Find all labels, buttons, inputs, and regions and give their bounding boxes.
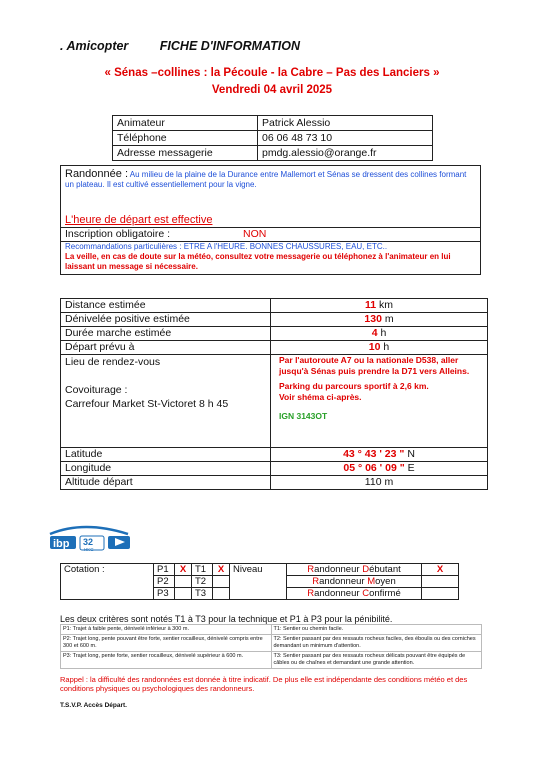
contact-table [112,115,433,161]
cotation-t: T3 [192,588,213,600]
randonnee-desc: Au milieu de la plaine de la Durance entre Mallemort et Sénas se dressent des collines formant un plateau. Il est cultivé essentiellement pour la vigne. [65,170,467,189]
doc-type: FICHE D'INFORMATION [159,39,301,53]
depart-value: 10 [368,341,381,353]
rdv-schema: Voir shéma ci-après. [279,392,362,402]
latitude-label: Latitude [61,448,271,462]
critere-p: P1: Trajet à faible pente, dénivelé inférieur à 300 m. [61,625,272,635]
altitude-label: Altitude départ [61,476,271,490]
duree-value: 4 [371,327,378,339]
contact-row [113,146,433,161]
latitude-value: 43 ° 43 ' 23 " [343,448,405,460]
critere-row [61,625,482,635]
page-title: « Sénas –collines : la Pécoule - la Cabre – Pas des Lanciers » [104,67,440,79]
cotation-mark: X [175,564,192,576]
cotation-t: T1 [192,564,213,576]
randonnee-box [60,165,481,275]
org-name: . Amicopter [60,39,129,53]
inscription-value: NON [242,228,267,240]
tsvp-text: T.S.V.P. Accès Départ. [60,702,127,709]
cotation-label: Cotation : [61,564,154,600]
recommandations-block [61,241,480,274]
distance-label: Distance estimée [61,299,271,313]
randonnee-description [61,166,480,213]
contact-row [113,116,433,131]
duree-unit: h [380,327,387,339]
critere-t: T3: Sentier passant par des ressauts rocheux délicats pouvant être équipés de câbles ou de chaînes et demandant une grande attention. [271,652,482,669]
contact-value: Patrick Alessio [258,116,433,131]
logo-number: 32 [83,537,94,547]
detail-row-duree [61,327,488,341]
longitude-value: 05 ° 06 ' 09 " [343,462,405,474]
cotation-p: P3 [154,588,175,600]
detail-row-longitude [61,462,488,476]
cotation-p: P1 [154,564,175,576]
altitude-value: 110 m [271,476,488,490]
depart-label: Départ prévu à [61,341,271,355]
detail-row-altitude [61,476,488,490]
latitude-unit: N [407,448,415,460]
critere-p: P2: Trajet long, pente pouvant être forte, sentier rocailleux, dénivelé compris entre 300 et 600 m. [61,635,272,652]
ibp-logo [44,522,136,552]
contact-value: 06 06 48 73 10 [258,131,433,146]
randonnee-label: Randonnée : [65,168,128,180]
header [60,39,300,53]
critere-t: T1: Sentier ou chemin facile. [271,625,482,635]
distance-unit: km [379,299,394,311]
detail-row-rdv [61,355,488,448]
detail-row-denivele [61,313,488,327]
denivele-unit: m [384,313,394,325]
distance-value: 11 [364,299,377,311]
covoit-label: Covoiturage : [65,384,128,396]
longitude-label: Longitude [61,462,271,476]
recommandations-text: Recommandations particulières : ETRE A l'HEURE. BONNES CHAUSSURES, EAU, ETC.. [65,242,388,251]
critere-p: P3: Trajet long, pente forte, sentier rocailleux, dénivelé supérieur à 600 m. [61,652,272,669]
cotation-mark: X [213,564,230,576]
cotation-p: P2 [154,576,175,588]
details-table [60,298,488,490]
ign-map: IGN 3143OT [279,411,328,421]
contact-label: Adresse messagerie [113,146,258,161]
contact-row [113,131,433,146]
detail-row-latitude [61,448,488,462]
veille-text: La veille, en cas de doute sur la météo, consultez votre messagerie ou téléphonez à l'animateur en lui laissant un message si nécessaire. [65,252,451,271]
depart-notice: L'heure de départ est effective [65,214,213,226]
cotation-t: T2 [192,576,213,588]
logo-brand: ibp [53,538,70,550]
detail-row-distance [61,299,488,313]
logo-sub: HKG [84,547,94,552]
inscription-label: Inscription obligatoire : [65,228,171,240]
denivele-label: Dénivelée positive estimée [61,313,271,327]
contact-email: pmdg.alessio@orange.fr [258,146,433,161]
cotation-mark: X [422,564,459,576]
cotation-row: Cotation : P1 X T1 X Niveau Randonneur Débutant X [61,564,459,576]
niveau-label: Niveau [230,564,287,600]
cotation-row: P2 T2 Randonneur Moyen [61,576,459,588]
rappel-text: Rappel : la difficulté des randonnées est donnée à titre indicatif. De plus elle est indépendante des conditions météo et des conditions physiques ou psychologiques des randonneurs. [60,675,468,693]
longitude-unit: E [407,462,415,474]
duree-label: Durée marche estimée [61,327,271,341]
cotation-row: P3 T3 Randonneur Confirmé [61,588,459,600]
contact-label: Téléphone [113,131,258,146]
criteres-note: Les deux critères sont notés T1 à T3 pour la technique et P1 à P3 pour la pénibilité. [60,614,393,624]
rdv-directions: Par l'autoroute A7 ou la nationale D538, aller jusqu'à Sénas puis prendre la D71 vers Alleins. [279,355,470,376]
rdv-parking: Parking du parcours sportif à 2,6 km. [279,381,429,391]
denivele-value: 130 [364,313,382,325]
depart-unit: h [383,341,390,353]
cotation-table [60,563,459,600]
critere-t: T2: Sentier passant par des ressauts rocheux faciles, des éboulis ou des corniches demandant un minimum d'attention. [271,635,482,652]
critere-row [61,652,482,669]
page-date: Vendredi 04 avril 2025 [211,84,333,96]
inscription-row [61,227,480,241]
critere-row [61,635,482,652]
contact-label: Animateur [113,116,258,131]
rdv-label: Lieu de rendez-vous [65,356,161,368]
criteres-table [60,624,482,669]
covoit-place: Carrefour Market St-Victoret 8 h 45 [65,398,229,410]
detail-row-depart [61,341,488,355]
